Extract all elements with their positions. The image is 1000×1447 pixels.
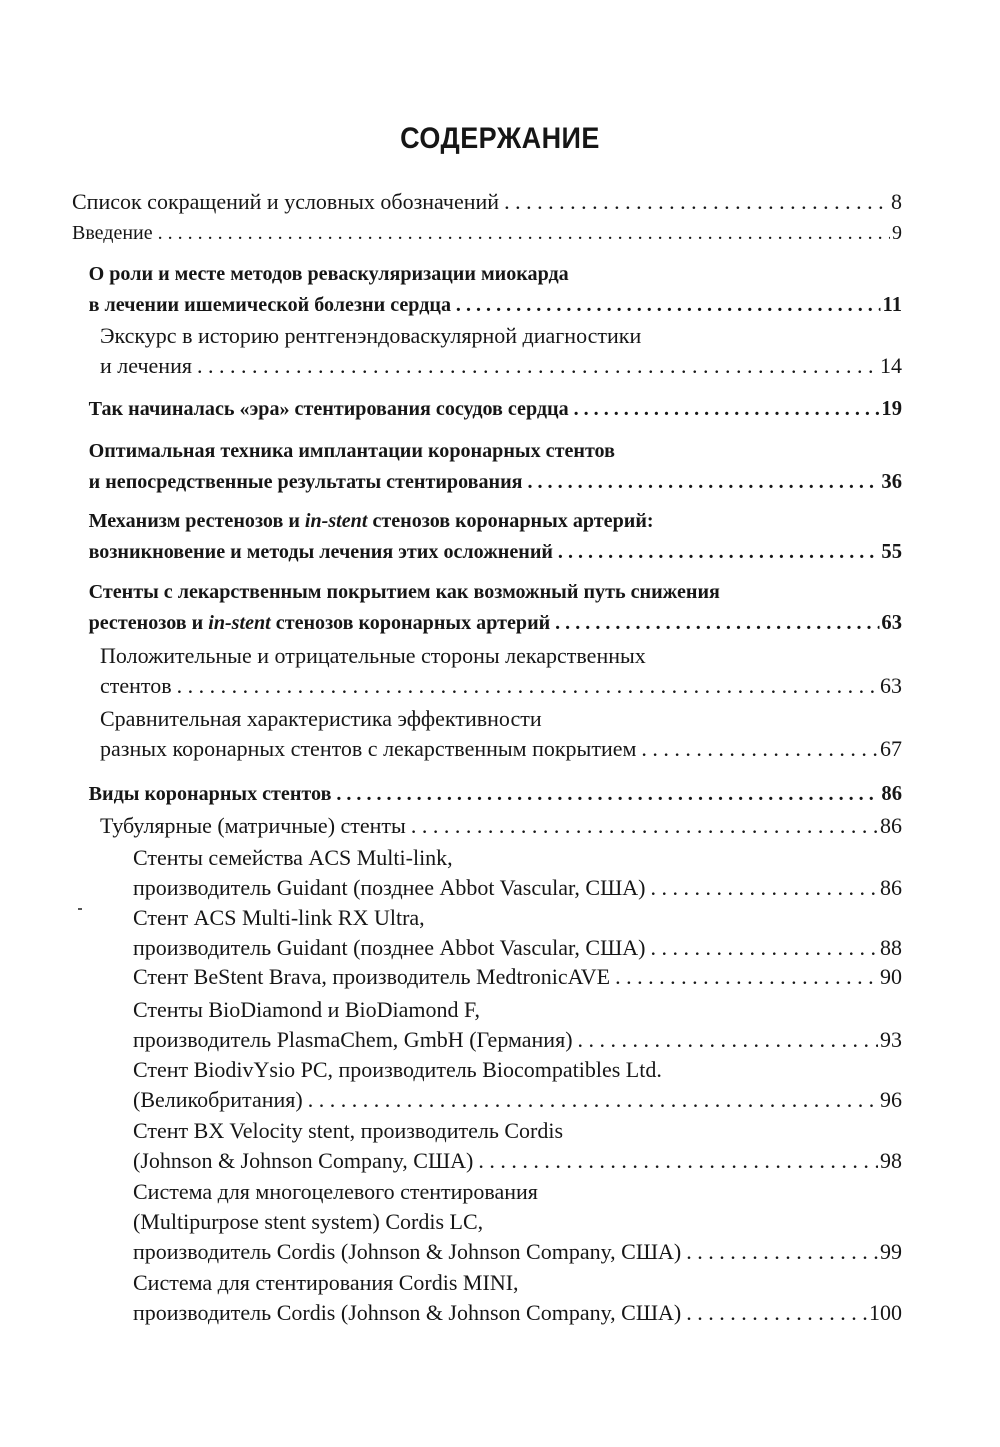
toc-entry-text: Сравнительная характеристика эффективности xyxy=(100,706,542,731)
leader-dots xyxy=(527,467,879,497)
toc-entry-history[interactable] xyxy=(100,321,902,381)
toc-entry-text: Введение xyxy=(72,222,153,244)
toc-entry-text: Так начиналась «эра» стентирования сосудов сердца xyxy=(88,398,569,420)
toc-page-number: 93 xyxy=(880,1027,902,1052)
toc-entry-text: О роли и месте методов реваскуляризации миокарда xyxy=(88,263,569,285)
leader-dots xyxy=(456,290,881,320)
toc-entry-text: Система для многоцелевого стентирования xyxy=(133,1179,538,1204)
leader-dots xyxy=(411,811,878,841)
toc-entry-cordis-mini[interactable] xyxy=(133,1268,902,1328)
toc-entry-text: производитель Guidant (позднее Abbot Vascular, США) xyxy=(133,875,646,900)
toc-page-number: 100 xyxy=(869,1300,902,1325)
toc-entry-text: рестенозов и in-stent стенозов коронарных артерий xyxy=(88,612,551,634)
toc-page-number: 19 xyxy=(881,396,902,420)
toc-entry-text: (Multipurpose stent system) Cordis LC, xyxy=(133,1209,484,1234)
leader-dots xyxy=(574,394,880,424)
toc-page-number: 63 xyxy=(881,610,902,634)
leader-dots xyxy=(308,1085,878,1115)
toc-page-number: 86 xyxy=(881,781,902,805)
toc-chapter-implantation-technique[interactable] xyxy=(89,436,902,497)
toc-entry-text: Положительные и отрицательные стороны лекарственных xyxy=(100,643,646,668)
toc-entry-text: Стенты с лекарственным покрытием как возможный путь снижения xyxy=(88,581,720,603)
toc-entry-text: Стент BeStent Brava, производитель MedtronicAVE xyxy=(133,964,611,989)
leader-dots xyxy=(641,734,878,764)
toc-page-number: 55 xyxy=(881,539,902,563)
leader-dots xyxy=(336,779,879,809)
toc-page-number: 11 xyxy=(882,292,902,316)
toc-entry-text: Механизм рестенозов и in-stent стенозов коронарных артерий: xyxy=(88,510,654,532)
leader-dots xyxy=(686,1298,867,1328)
toc-page-number: 88 xyxy=(880,935,902,960)
toc-chapter-stenting-era[interactable] xyxy=(89,393,902,424)
toc-entry-text: Оптимальная техника имплантации коронарных стентов xyxy=(88,440,615,462)
toc-chapter-restenosis-mechanism[interactable] xyxy=(89,506,902,567)
leader-dots xyxy=(478,1146,878,1176)
toc-page-number: 86 xyxy=(880,875,902,900)
toc-entry-text: в лечении ишемической болезни сердца xyxy=(88,294,452,316)
toc-entry-text: и лечения xyxy=(100,353,192,378)
leader-dots xyxy=(651,933,878,963)
toc-entry-cordis-lc[interactable] xyxy=(133,1177,902,1267)
toc-entry-text: производитель Cordis (Johnson & Johnson Company, США) xyxy=(133,1239,682,1264)
toc-entry-text: Стент ACS Multi-link RX Ultra, xyxy=(133,905,425,930)
toc-entry-acs-multilink-family[interactable] xyxy=(133,843,902,903)
leader-dots xyxy=(177,671,878,701)
leader-dots xyxy=(504,187,889,217)
toc-entry-text: Стенты BioDiamond и BioDiamond F, xyxy=(133,997,481,1022)
toc-page-number: 36 xyxy=(881,469,902,493)
toc-page-number: 67 xyxy=(880,736,902,761)
toc-entry-text: Список сокращений и условных обозначений xyxy=(72,189,500,214)
toc-entry-text: производитель Cordis (Johnson & Johnson Company, США) xyxy=(133,1300,682,1325)
toc-entry-abbreviations[interactable] xyxy=(72,187,902,217)
toc-entry-acs-multilink-rx-ultra[interactable] xyxy=(133,903,902,963)
toc-page-number: 98 xyxy=(880,1148,902,1173)
leader-dots xyxy=(578,1025,878,1055)
margin-mark xyxy=(78,908,82,910)
toc-entry-introduction[interactable] xyxy=(72,218,902,248)
toc-entry-text: Экскурс в историю рентгенэндоваскулярной диагностики xyxy=(100,323,642,348)
toc-chapter-stent-types[interactable] xyxy=(89,778,902,809)
toc-entry-text: Стенты семейства ACS Multi-link, xyxy=(133,845,453,870)
page-title: СОДЕРЖАНИЕ xyxy=(400,122,600,155)
toc-entry-text: (Великобритания) xyxy=(133,1087,303,1112)
leader-dots xyxy=(651,873,878,903)
toc-chapter-drug-eluting-stents[interactable] xyxy=(89,577,902,638)
toc-entry-text: стентов xyxy=(100,673,172,698)
toc-entry-comparative-efficacy[interactable] xyxy=(100,704,902,764)
leader-dots xyxy=(558,537,880,567)
leader-dots xyxy=(615,962,878,992)
toc-entry-text: Стент BX Velocity stent, производитель Cordis xyxy=(133,1118,564,1143)
toc-entry-text: (Johnson & Johnson Company, США) xyxy=(133,1148,474,1173)
toc-entry-bx-velocity[interactable] xyxy=(133,1116,902,1176)
leader-dots xyxy=(686,1237,878,1267)
toc-entry-pros-cons[interactable] xyxy=(100,641,902,701)
toc-entry-biodiamond[interactable] xyxy=(133,995,902,1055)
toc-page-number: 96 xyxy=(880,1087,902,1112)
toc-entry-biodivysio-pc[interactable] xyxy=(133,1055,902,1115)
toc-entry-text: возникновение и методы лечения этих осложнений xyxy=(88,541,554,563)
toc-entry-bestent-brava[interactable] xyxy=(133,962,902,992)
toc-entry-tubular-stents[interactable] xyxy=(100,811,902,841)
leader-dots xyxy=(197,351,878,381)
toc-page-number: 99 xyxy=(880,1239,902,1264)
leader-dots xyxy=(158,218,890,248)
toc-entry-text: производитель PlasmaChem, GmbH (Германия) xyxy=(133,1027,573,1052)
toc-entry-text: разных коронарных стентов с лекарственным покрытием xyxy=(100,736,637,761)
toc-chapter-revascularization[interactable] xyxy=(89,259,902,320)
toc-entry-text: производитель Guidant (позднее Abbot Vascular, США) xyxy=(133,935,646,960)
toc-page-number: 8 xyxy=(891,189,902,214)
toc-entry-text: Система для стентирования Cordis MINI, xyxy=(133,1270,519,1295)
toc-entry-text: Тубулярные (матричные) стенты xyxy=(100,813,406,838)
toc-page-number: 86 xyxy=(880,813,902,838)
toc-entry-text: и непосредственные результаты стентирования xyxy=(88,471,523,493)
toc-entry-text: Стент BiodivYsio PC, производитель Biocompatibles Ltd. xyxy=(133,1057,662,1082)
toc-page-number: 90 xyxy=(880,964,902,989)
toc-page-number: 63 xyxy=(880,673,902,698)
leader-dots xyxy=(555,608,879,638)
toc-page-number: 9 xyxy=(892,222,902,244)
toc-page-number: 14 xyxy=(880,353,902,378)
toc-entry-text: Виды коронарных стентов xyxy=(88,783,332,805)
